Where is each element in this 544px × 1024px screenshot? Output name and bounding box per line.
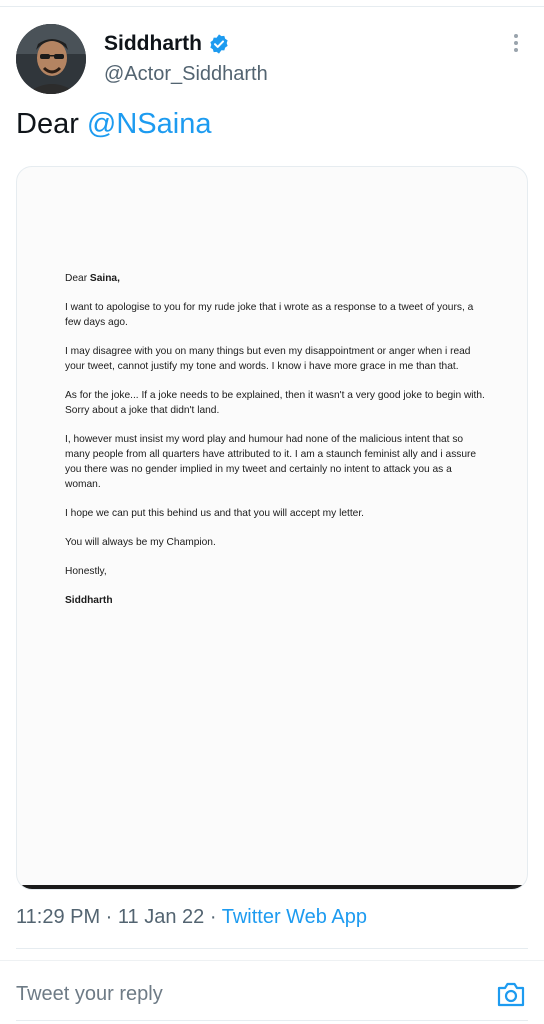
letter-closing: Honestly,: [65, 566, 107, 577]
meta-separator: ·: [204, 906, 222, 928]
author-name[interactable]: [104, 32, 230, 56]
tweet-text-prefix: Dear: [16, 108, 87, 140]
tweet-media-image[interactable]: [16, 166, 528, 890]
tweet-text: [16, 108, 211, 141]
letter-paragraph: I may disagree with you on many things but even my disappointment or anger when i read your tweet, cannot justify my tone and words. I know i have more grace in me than that.: [65, 346, 471, 372]
meta-separator: ·: [100, 906, 118, 928]
tweet-time[interactable]: 11:29 PM: [16, 906, 101, 928]
tweet-source-link[interactable]: Twitter Web App: [221, 906, 367, 928]
more-options-icon[interactable]: [508, 34, 524, 56]
letter-greeting-name: Saina,: [89, 273, 120, 284]
avatar-image: [16, 24, 86, 94]
divider: [16, 1020, 528, 1021]
letter-paragraph: I, however must insist my word play and humour had none of the malicious intent that so many people from all quarters have attributed to it. I am a staunch feminist ally and i assure you there was no gender implied in my tweet and certainly no intent to attack you as a woman.: [65, 434, 477, 490]
divider: [16, 948, 528, 949]
author-name-text: Siddharth: [104, 32, 202, 55]
author-handle[interactable]: @Actor_Siddharth: [104, 63, 268, 85]
tweet-meta: [16, 906, 367, 929]
media-bottom-edge: [17, 885, 527, 889]
letter-paragraph: You will always be my Champion.: [65, 537, 216, 548]
divider: [0, 960, 544, 961]
letter-signature: Siddharth: [65, 595, 113, 606]
reply-input[interactable]: [16, 976, 476, 1012]
letter-document: [65, 271, 485, 622]
letter-paragraph: I want to apologise to you for my rude joke that i wrote as a response to a tweet of yours, a few days ago.: [65, 302, 474, 328]
letter-paragraph: I hope we can put this behind us and that you will accept my letter.: [65, 508, 365, 519]
verified-badge-icon: [208, 33, 230, 55]
letter-greeting: [65, 271, 485, 286]
tweet-date[interactable]: 11 Jan 22: [117, 906, 205, 928]
top-divider: [0, 6, 544, 7]
author-avatar[interactable]: [16, 24, 86, 94]
letter-greeting-prefix: Dear: [65, 273, 90, 284]
camera-icon[interactable]: [496, 980, 526, 1008]
mention-link[interactable]: @NSaina: [86, 108, 212, 140]
letter-paragraph: As for the joke... If a joke needs to be explained, then it wasn't a very good joke to begin with. Sorry about a joke that didn't land.: [65, 390, 485, 416]
